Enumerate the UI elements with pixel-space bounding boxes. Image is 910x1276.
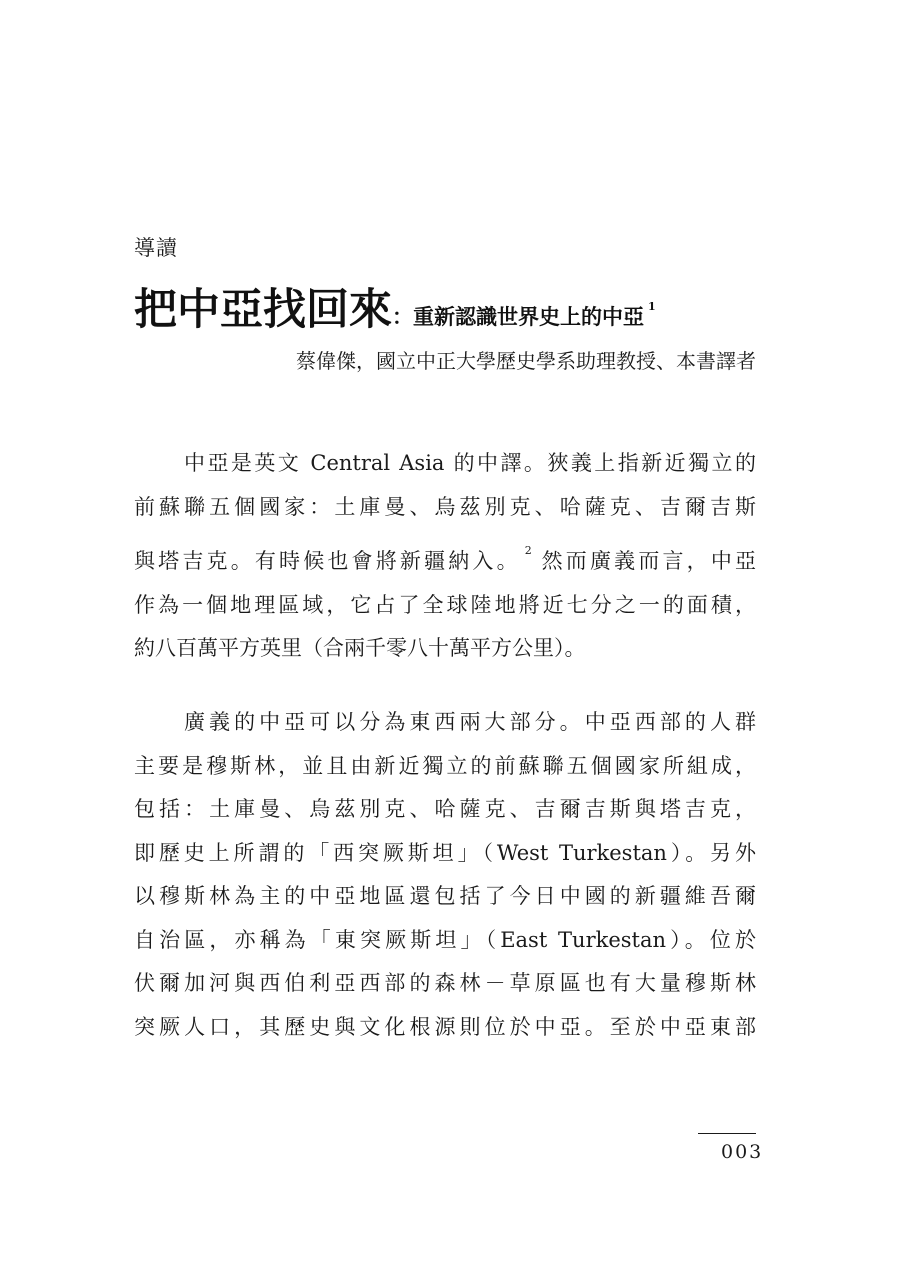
paragraph-1 [134, 442, 756, 671]
paragraph-line: 廣義的中亞可以分為東西兩大部分。中亞西部的人群 [184, 710, 756, 734]
author-byline: 蔡偉傑，國立中正大學歷史學系助理教授、本書譯者 [296, 349, 756, 373]
paragraph-2 [134, 701, 756, 1049]
chapter-title [134, 276, 656, 337]
paragraph-line: 即歷史上所謂的「西突厥斯坦」（West Turkestan）。另外 [134, 840, 756, 865]
paragraph-line: 包括：土庫曼、烏茲別克、哈薩克、吉爾吉斯與塔吉克， [134, 797, 756, 821]
paragraph-line [134, 529, 756, 584]
paragraph-line: 前蘇聯五個國家：土庫曼、烏茲別克、哈薩克、吉爾吉斯 [134, 494, 756, 519]
title-subtitle-text: ：重新認識世界史上的中亞 [392, 304, 644, 329]
footer-rule [698, 1133, 756, 1134]
paragraph-line: 伏爾加河與西伯利亞西部的森林－草原區也有大量穆斯林 [134, 971, 756, 995]
title-subtitle [392, 300, 656, 329]
paragraph-line-text: 然而廣義而言，中亞 [541, 549, 757, 573]
paragraph-line: 主要是穆斯林，並且由新近獨立的前蘇聯五個國家所組成， [134, 753, 756, 778]
paragraph-line-text: 與塔吉克。有時候也會將新疆納入。 [134, 549, 521, 573]
footnote-marker: 2 [524, 544, 532, 557]
page-number: 003 [721, 1141, 764, 1163]
title-footnote-marker: 1 [648, 300, 656, 313]
paragraph-line: 中亞是英文 Central Asia 的中譯。狹義上指新近獨立的 [184, 451, 756, 475]
paragraph-line: 約八百萬平方英里（合兩千零八十萬平方公里）。 [134, 636, 586, 660]
paragraph-line: 作為一個地理區域，它占了全球陸地將近七分之一的面積， [134, 592, 756, 617]
paragraph-line: 自治區，亦稱為「東突厥斯坦」（East Turkestan）。位於 [134, 927, 756, 952]
paragraph-line: 以穆斯林為主的中亞地區還包括了今日中國的新疆維吾爾 [134, 884, 756, 908]
paragraph-line: 突厥人口，其歷史與文化根源則位於中亞。至於中亞東部 [134, 1014, 756, 1039]
title-main: 把中亞找回來 [134, 285, 392, 335]
section-label: 導讀 [134, 236, 178, 260]
